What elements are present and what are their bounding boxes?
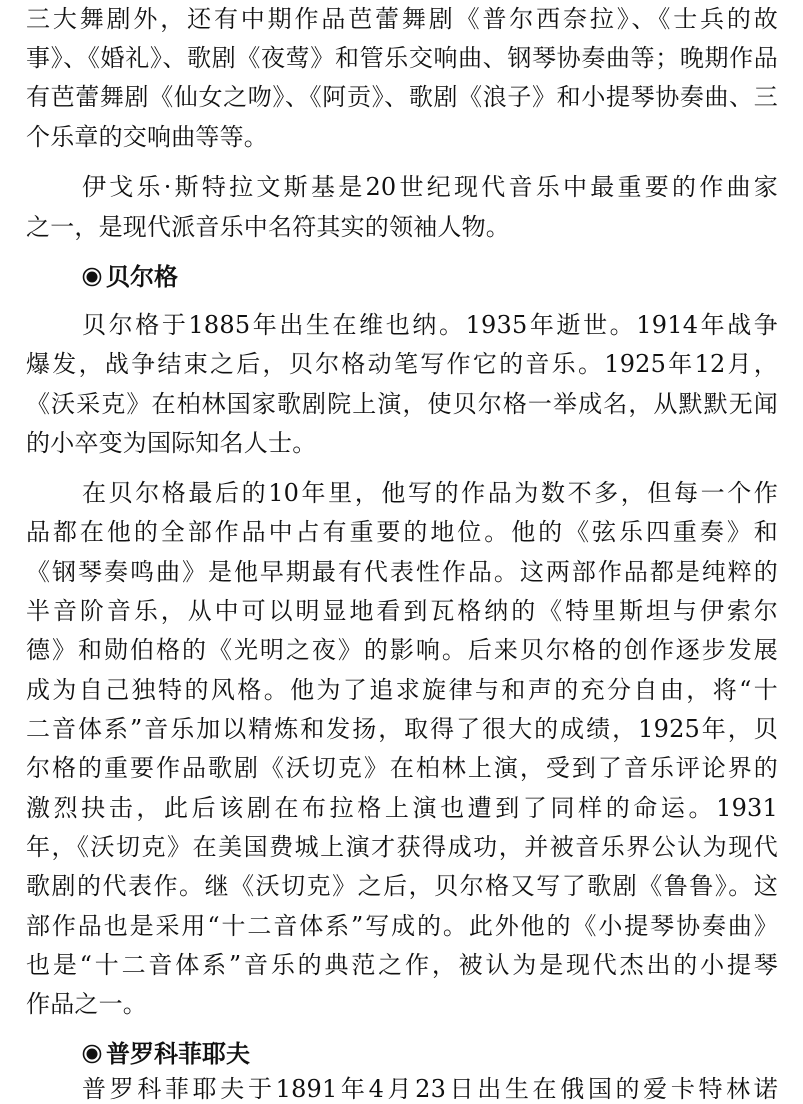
text-line: 之一，是现代派音乐中名符其实的领袖人物。 [26,213,510,241]
filled-circle-bullet-icon [82,1044,102,1064]
text-line: 普罗科菲耶夫于1891年4月23日出生在俄国的爱卡特林诺 [82,1075,778,1103]
text-line: 个乐章的交响曲等等。 [26,123,268,151]
text-line: 事》、《婚礼》、歌剧《夜莺》和管乐交响曲、钢琴协奏曲等；晚期作品 [26,44,778,72]
text-line: 品都在他的全部作品中占有重要的地位。他的《弦乐四重奏》和 [26,518,778,546]
text-line: 二音体系”音乐加以精炼和发扬，取得了很大的成绩，1925年，贝 [26,715,778,743]
text-line: 三大舞剧外，还有中期作品芭蕾舞剧《普尔西奈拉》、《士兵的故 [26,5,778,33]
text-line: 贝尔格于1885年出生在维也纳。1935年逝世。1914年战争 [82,311,778,339]
section-heading-text: 普罗科菲耶夫 [106,1039,250,1068]
section-heading-text: 贝尔格 [106,262,178,291]
text-line: 的小卒变为国际知名人士。 [26,429,317,457]
text-line: 《沃采克》在柏林国家歌剧院上演，使贝尔格一举成名，从默默无闻 [26,390,778,418]
text-line: 爆发，战争结束之后，贝尔格动笔写作它的音乐。1925年12月， [26,350,778,378]
text-line: 有芭蕾舞剧《仙女之吻》、《阿贡》、歌剧《浪子》和小提琴协奏曲、三 [26,83,778,111]
section-heading [82,1039,250,1069]
text-line: 成为自己独特的风格。他为了追求旋律与和声的充分自由，将“十 [26,676,778,704]
text-line: 《钢琴奏鸣曲》是他早期最有代表性作品。这两部作品都是纯粹的 [26,558,778,586]
text-line: 尔格的重要作品歌剧《沃切克》在柏林上演，受到了音乐评论界的 [26,754,778,782]
text-line: 在贝尔格最后的10年里，他写的作品为数不多，但每一个作 [82,479,778,507]
text-line: 半音阶音乐，从中可以明显地看到瓦格纳的《特里斯坦与伊索尔 [26,597,778,625]
text-line: 部作品也是采用“十二音体系”写成的。此外他的《小提琴协奏曲》 [26,912,778,940]
text-line: 年，《沃切克》在美国费城上演才获得成功，并被音乐界公认为现代 [26,833,778,861]
text-line: 激烈抉击，此后该剧在布拉格上演也遭到了同样的命运。1931 [26,794,778,822]
text-line: 也是“十二音体系”音乐的典范之作，被认为是现代杰出的小提琴 [26,951,778,979]
text-line: 歌剧的代表作。继《沃切克》之后，贝尔格又写了歌剧《鲁鲁》。这 [26,872,778,900]
text-line: 伊戈乐·斯特拉文斯基是20世纪现代音乐中最重要的作曲家 [82,173,778,201]
section-heading [82,262,178,292]
text-line: 作品之一。 [26,990,147,1018]
text-line: 德》和勋伯格的《光明之夜》的影响。后来贝尔格的创作逐步发展 [26,636,778,664]
filled-circle-bullet-icon [82,267,102,287]
